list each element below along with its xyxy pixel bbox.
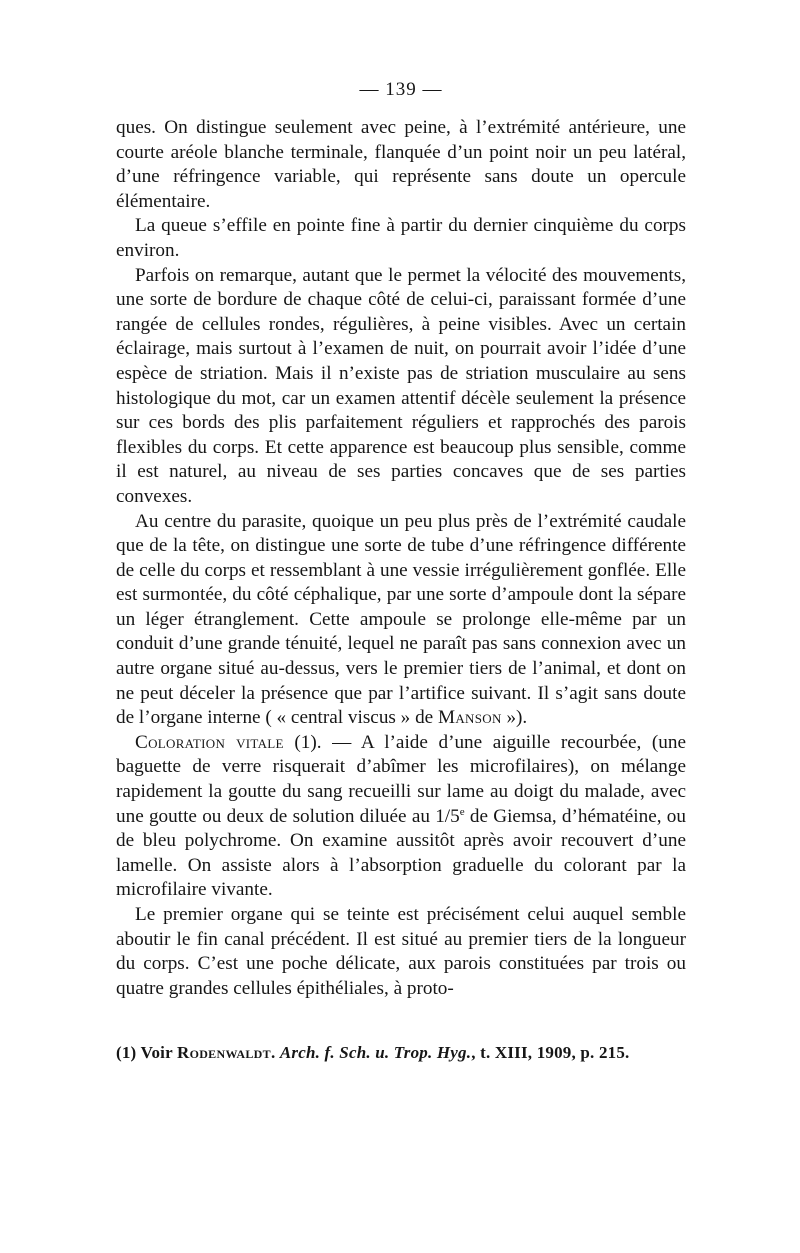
paragraph-2: La queue s’effile en pointe fine à partir du dernier cinquième du corps environ. <box>116 215 686 261</box>
paragraph-5 <box>116 731 686 903</box>
paragraph-4-end: »). <box>501 707 528 729</box>
paragraph-5-end: de Giemsa, d’hématéine, ou de bleu polychrome. On examine aussitôt après avoir recouvert d’une lamelle. On assiste alors à l’absorption graduelle du colorant par la microfilaire vivante. <box>116 805 686 901</box>
paragraph-4 <box>116 510 686 731</box>
book-page <box>116 78 686 1064</box>
footnote-separator: . <box>270 1043 280 1063</box>
footnote <box>116 1042 686 1064</box>
page-number: — 139 — <box>359 79 443 100</box>
footnote-reference: , t. XIII, 1909, p. 215. <box>471 1043 630 1063</box>
paragraph-3: Parfois on remarque, autant que le permet la vélocité des mouvements, une sorte de bordure de chaque côté de celui-ci, paraissant formée d’une rangée de cellules rondes, régulières, à peine visibles. Avec un certain éclairage, mais surtout à l’examen de nuit, on pourrait avoir l’idée d’une espèce de striation. Mais il n’existe pas de striation musculaire au sens histologique du mot, car un examen attentif décèle seulement la présence sur ces bords des plis parfaitement réguliers et rapprochés des parois flexibles du corps. Et cette apparence est beaucoup plus sensible, comme il est naturel, au niveau de ses parties concaves que de ses parties convexes. <box>116 264 686 507</box>
paragraph-1: ques. On distingue seulement avec peine, à l’extrémité antérieure, une courte aréole blanche terminale, flanquée d’un point noir un peu latéral, d’une réfringence variable, qui représente sans doute un opercule élémentaire. <box>116 117 686 212</box>
author-name-manson: Manson <box>437 707 502 729</box>
footnote-journal: Arch. f. Sch. u. Trop. Hyg. <box>279 1043 472 1063</box>
footnote-marker: (1) Voir <box>116 1043 177 1063</box>
paragraph-6: Le premier organe qui se teinte est précisément celui auquel semble aboutir le fin canal précédent. Il est situé au premier tiers de la longueur du corps. C’est une poche délicate, aux parois constituées par trois ou quatre grandes cellules épithéliales, à proto- <box>116 904 686 999</box>
superscript-e: e <box>459 805 465 818</box>
paragraph-5-text: (1). — A l’aide d’une aiguille recourbée, (une baguette de verre risquerait d’abîmer les microfilaires), on mélange rapidement la goutte du sang recueilli sur lame au doigt du malade, avec une goutte ou deux de solution diluée au 1/5 <box>116 731 686 827</box>
section-heading: Coloration vitale <box>135 731 284 753</box>
body-text <box>116 116 686 1001</box>
paragraph-4-text: Au centre du parasite, quoique un peu plus près de l’extrémité caudale que de la tête, on distingue une sorte de tube d’une réfringence différente de celle du corps et ressemblant à une vessie irrégulièrement gonflée. Elle est surmontée, du côté céphalique, par une sorte d’ampoule dont la sépare un léger étranglement. Cette ampoule se prolonge elle-même par un conduit d’une grande ténuité, lequel ne paraît pas sans connexion avec un autre organe situé au-dessus, vers le premier tiers de l’animal, et dont on ne peut déceler la présence que par l’artifice suivant. Il s’agit sans doute de l’organe interne ( « central viscus » de <box>116 510 686 729</box>
footnote-author: Rodenwaldt <box>177 1043 271 1063</box>
